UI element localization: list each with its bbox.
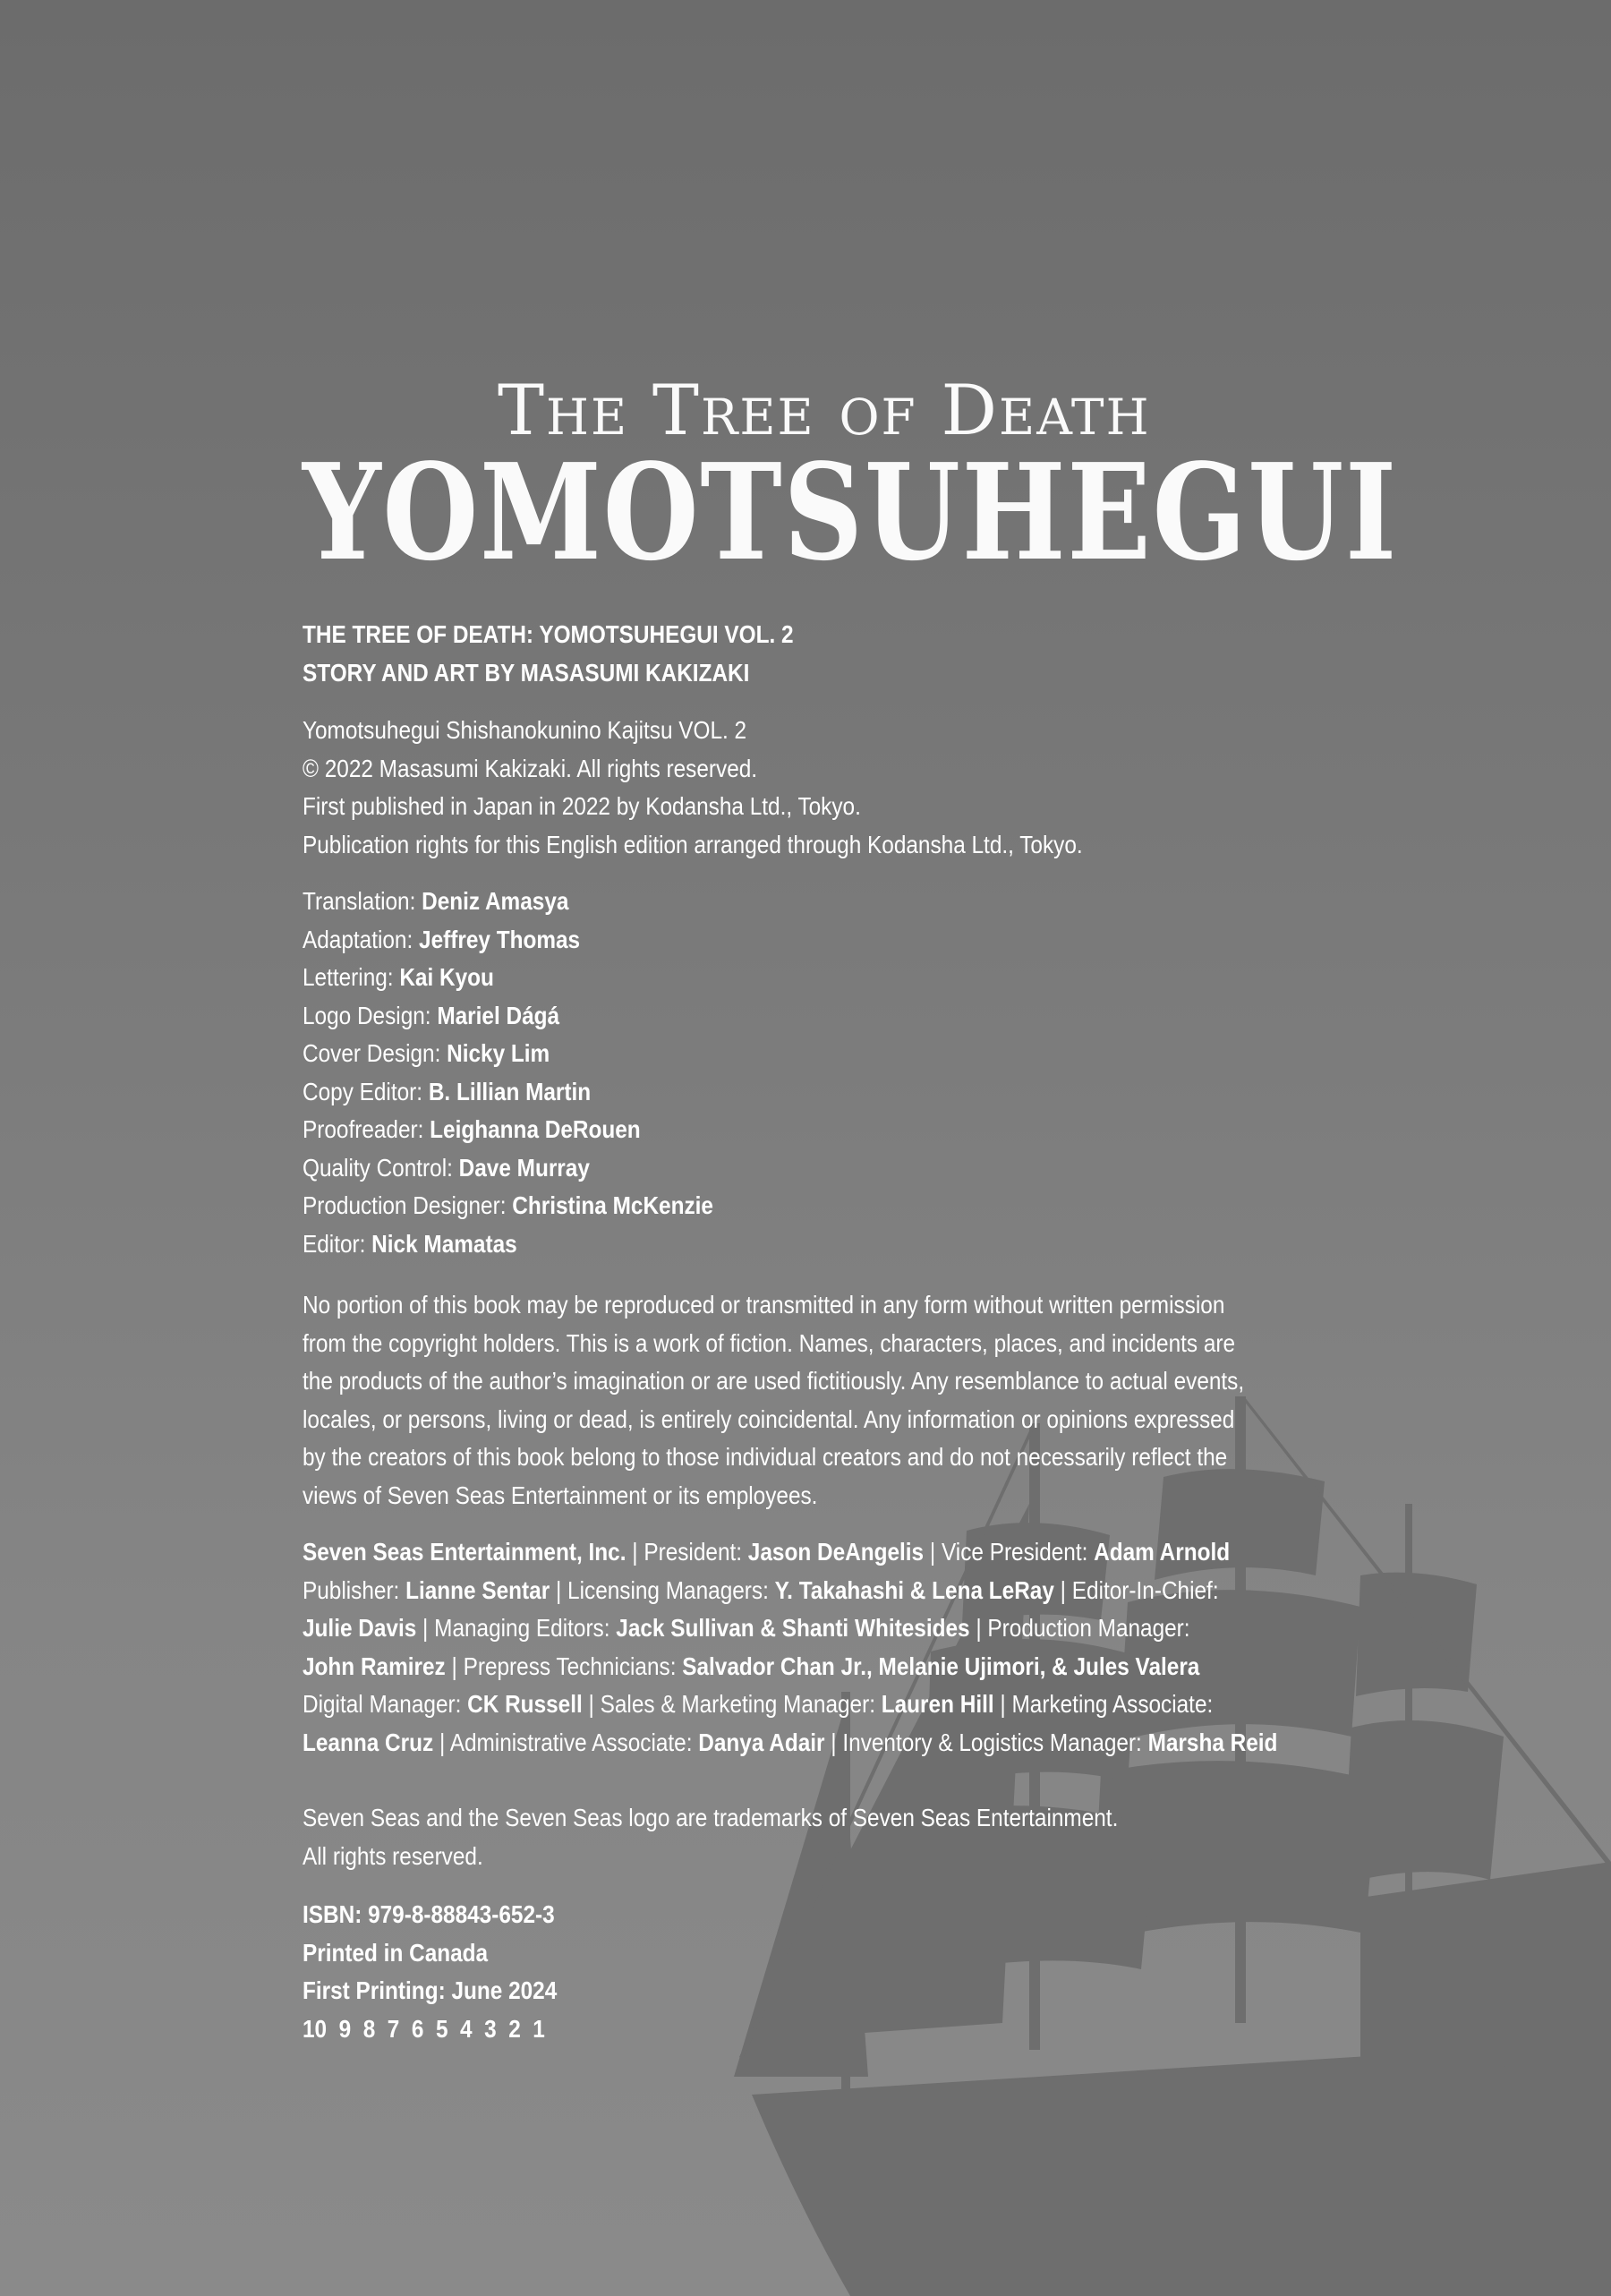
credit-line xyxy=(303,1149,1179,1188)
staff-line xyxy=(303,1648,1200,1686)
credit-line xyxy=(303,997,1179,1036)
credit-line xyxy=(303,921,1179,960)
heading-title: THE TREE OF DEATH: YOMOTSUHEGUI VOL. 2 xyxy=(303,620,794,648)
credit-line xyxy=(303,1035,1179,1073)
credit-name: Mariel Dágá xyxy=(437,1001,560,1029)
publication-line: © 2022 Masasumi Kakizaki. All rights reserved. xyxy=(303,754,758,782)
credit-role: Adaptation: xyxy=(303,925,413,953)
staff-role: | Licensing Managers: xyxy=(550,1575,775,1604)
printing-info xyxy=(303,1896,1179,2048)
isbn-number: ISBN: 979-8-88843-652-3 xyxy=(303,1900,555,1928)
disclaimer-line: by the creators of this book belong to those individual creators and do not necessarily reflect the xyxy=(303,1443,1228,1471)
staff-name: Lauren Hill xyxy=(881,1690,994,1718)
credit-role: Cover Design: xyxy=(303,1039,441,1067)
staff-role: | Editor-In-Chief: xyxy=(1053,1575,1219,1604)
staff-name: Seven Seas Entertainment, Inc. xyxy=(303,1538,626,1566)
legal-disclaimer xyxy=(303,1286,1245,1515)
disclaimer-line: the products of the author’s imagination or are used fictitiously. Any resemblance to actual events, xyxy=(303,1367,1245,1395)
disclaimer-line: No portion of this book may be reproduced or transmitted in any form without written permission xyxy=(303,1291,1225,1319)
staff-role: Digital Manager: xyxy=(303,1690,468,1718)
credit-name: Nick Mamatas xyxy=(371,1229,517,1258)
publication-info xyxy=(303,712,1179,864)
staff-line xyxy=(303,1609,1190,1648)
credits-list xyxy=(303,883,1179,1263)
credit-role: Quality Control: xyxy=(303,1153,453,1182)
trademark-notice xyxy=(303,1799,1179,1875)
publication-line: First published in Japan in 2022 by Kodansha Ltd., Tokyo. xyxy=(303,792,861,820)
disclaimer-line: views of Seven Seas Entertainment or its employees. xyxy=(303,1481,818,1509)
staff-role: | Prepress Technicians: xyxy=(445,1652,683,1680)
credit-name: Kai Kyou xyxy=(399,963,494,991)
staff-name: Salvador Chan Jr., Melanie Ujimori, & Jules Valera xyxy=(682,1652,1200,1680)
staff-line xyxy=(303,1686,1214,1724)
publication-line: Publication rights for this English edition arranged through Kodansha Ltd., Tokyo. xyxy=(303,830,1083,858)
book-heading xyxy=(303,616,1179,692)
credit-role: Lettering: xyxy=(303,963,394,991)
staff-name: Adam Arnold xyxy=(1094,1538,1231,1566)
trademark-line: Seven Seas and the Seven Seas logo are trademarks of Seven Seas Entertainment. xyxy=(303,1804,1119,1831)
staff-line xyxy=(303,1533,1231,1572)
credit-name: Dave Murray xyxy=(458,1153,590,1182)
staff-name: Leanna Cruz xyxy=(303,1728,434,1756)
heading-author: STORY AND ART BY MASASUMI KAKIZAKI xyxy=(303,658,750,687)
credit-line xyxy=(303,1073,1179,1112)
staff-name: Lianne Sentar xyxy=(405,1575,550,1604)
logo-subtitle: The Tree of Death xyxy=(498,371,1151,451)
credit-name: Leighanna DeRouen xyxy=(430,1115,641,1143)
credit-role: Production Designer: xyxy=(303,1191,507,1219)
staff-role: | Managing Editors: xyxy=(416,1614,617,1642)
disclaimer-line: from the copyright holders. This is a work of fiction. Names, characters, places, and incidents are xyxy=(303,1328,1236,1357)
credit-role: Logo Design: xyxy=(303,1001,431,1029)
staff-role: | Vice President: xyxy=(924,1538,1095,1566)
credit-line xyxy=(303,1187,1179,1225)
credit-name: Jeffrey Thomas xyxy=(419,925,581,953)
staff-role: | Sales & Marketing Manager: xyxy=(582,1690,882,1718)
staff-name: John Ramirez xyxy=(303,1652,446,1680)
credit-line xyxy=(303,1225,1179,1264)
credit-line xyxy=(303,1111,1179,1149)
staff-role: | Administrative Associate: xyxy=(433,1728,699,1756)
staff-name: CK Russell xyxy=(467,1690,583,1718)
staff-name: Julie Davis xyxy=(303,1614,417,1642)
staff-name: Jason DeAngelis xyxy=(747,1538,925,1566)
credit-name: Deniz Amasya xyxy=(422,887,569,915)
credit-role: Editor: xyxy=(303,1229,366,1258)
publisher-staff-list xyxy=(303,1533,1278,1762)
credit-name: Christina McKenzie xyxy=(512,1191,713,1219)
staff-role: Publisher: xyxy=(303,1575,406,1604)
staff-line xyxy=(303,1724,1278,1763)
staff-name: Jack Sullivan & Shanti Whitesides xyxy=(616,1614,970,1642)
printing-date: First Printing: June 2024 xyxy=(303,1976,558,2004)
staff-name: Y. Takahashi & Lena LeRay xyxy=(774,1575,1054,1604)
credit-line xyxy=(303,959,1179,997)
printing-line-numbers: 10 9 8 7 6 5 4 3 2 1 xyxy=(303,2014,545,2043)
staff-name: Danya Adair xyxy=(698,1728,825,1756)
staff-line xyxy=(303,1572,1219,1610)
staff-name: Marsha Reid xyxy=(1147,1728,1278,1756)
trademark-line: All rights reserved. xyxy=(303,1841,483,1870)
credit-role: Proofreader: xyxy=(303,1115,424,1143)
publication-line: Yomotsuhegui Shishanokunino Kajitsu VOL. 2 xyxy=(303,716,747,744)
staff-role: | President: xyxy=(626,1538,748,1566)
logo-title: YOMOTSUHEGUI xyxy=(303,434,1399,590)
credit-name: B. Lillian Martin xyxy=(428,1077,592,1105)
printed-location: Printed in Canada xyxy=(303,1938,489,1967)
credit-line xyxy=(303,883,1179,921)
staff-role: | Production Manager: xyxy=(969,1614,1190,1642)
disclaimer-line: locales, or persons, living or dead, is entirely coincidental. Any information or opinions expressed xyxy=(303,1404,1235,1433)
credit-name: Nicky Lim xyxy=(447,1039,550,1067)
staff-role: | Inventory & Logistics Manager: xyxy=(824,1728,1148,1756)
staff-role: | Marketing Associate: xyxy=(993,1690,1214,1718)
credit-role: Copy Editor: xyxy=(303,1077,423,1105)
credit-role: Translation: xyxy=(303,887,416,915)
